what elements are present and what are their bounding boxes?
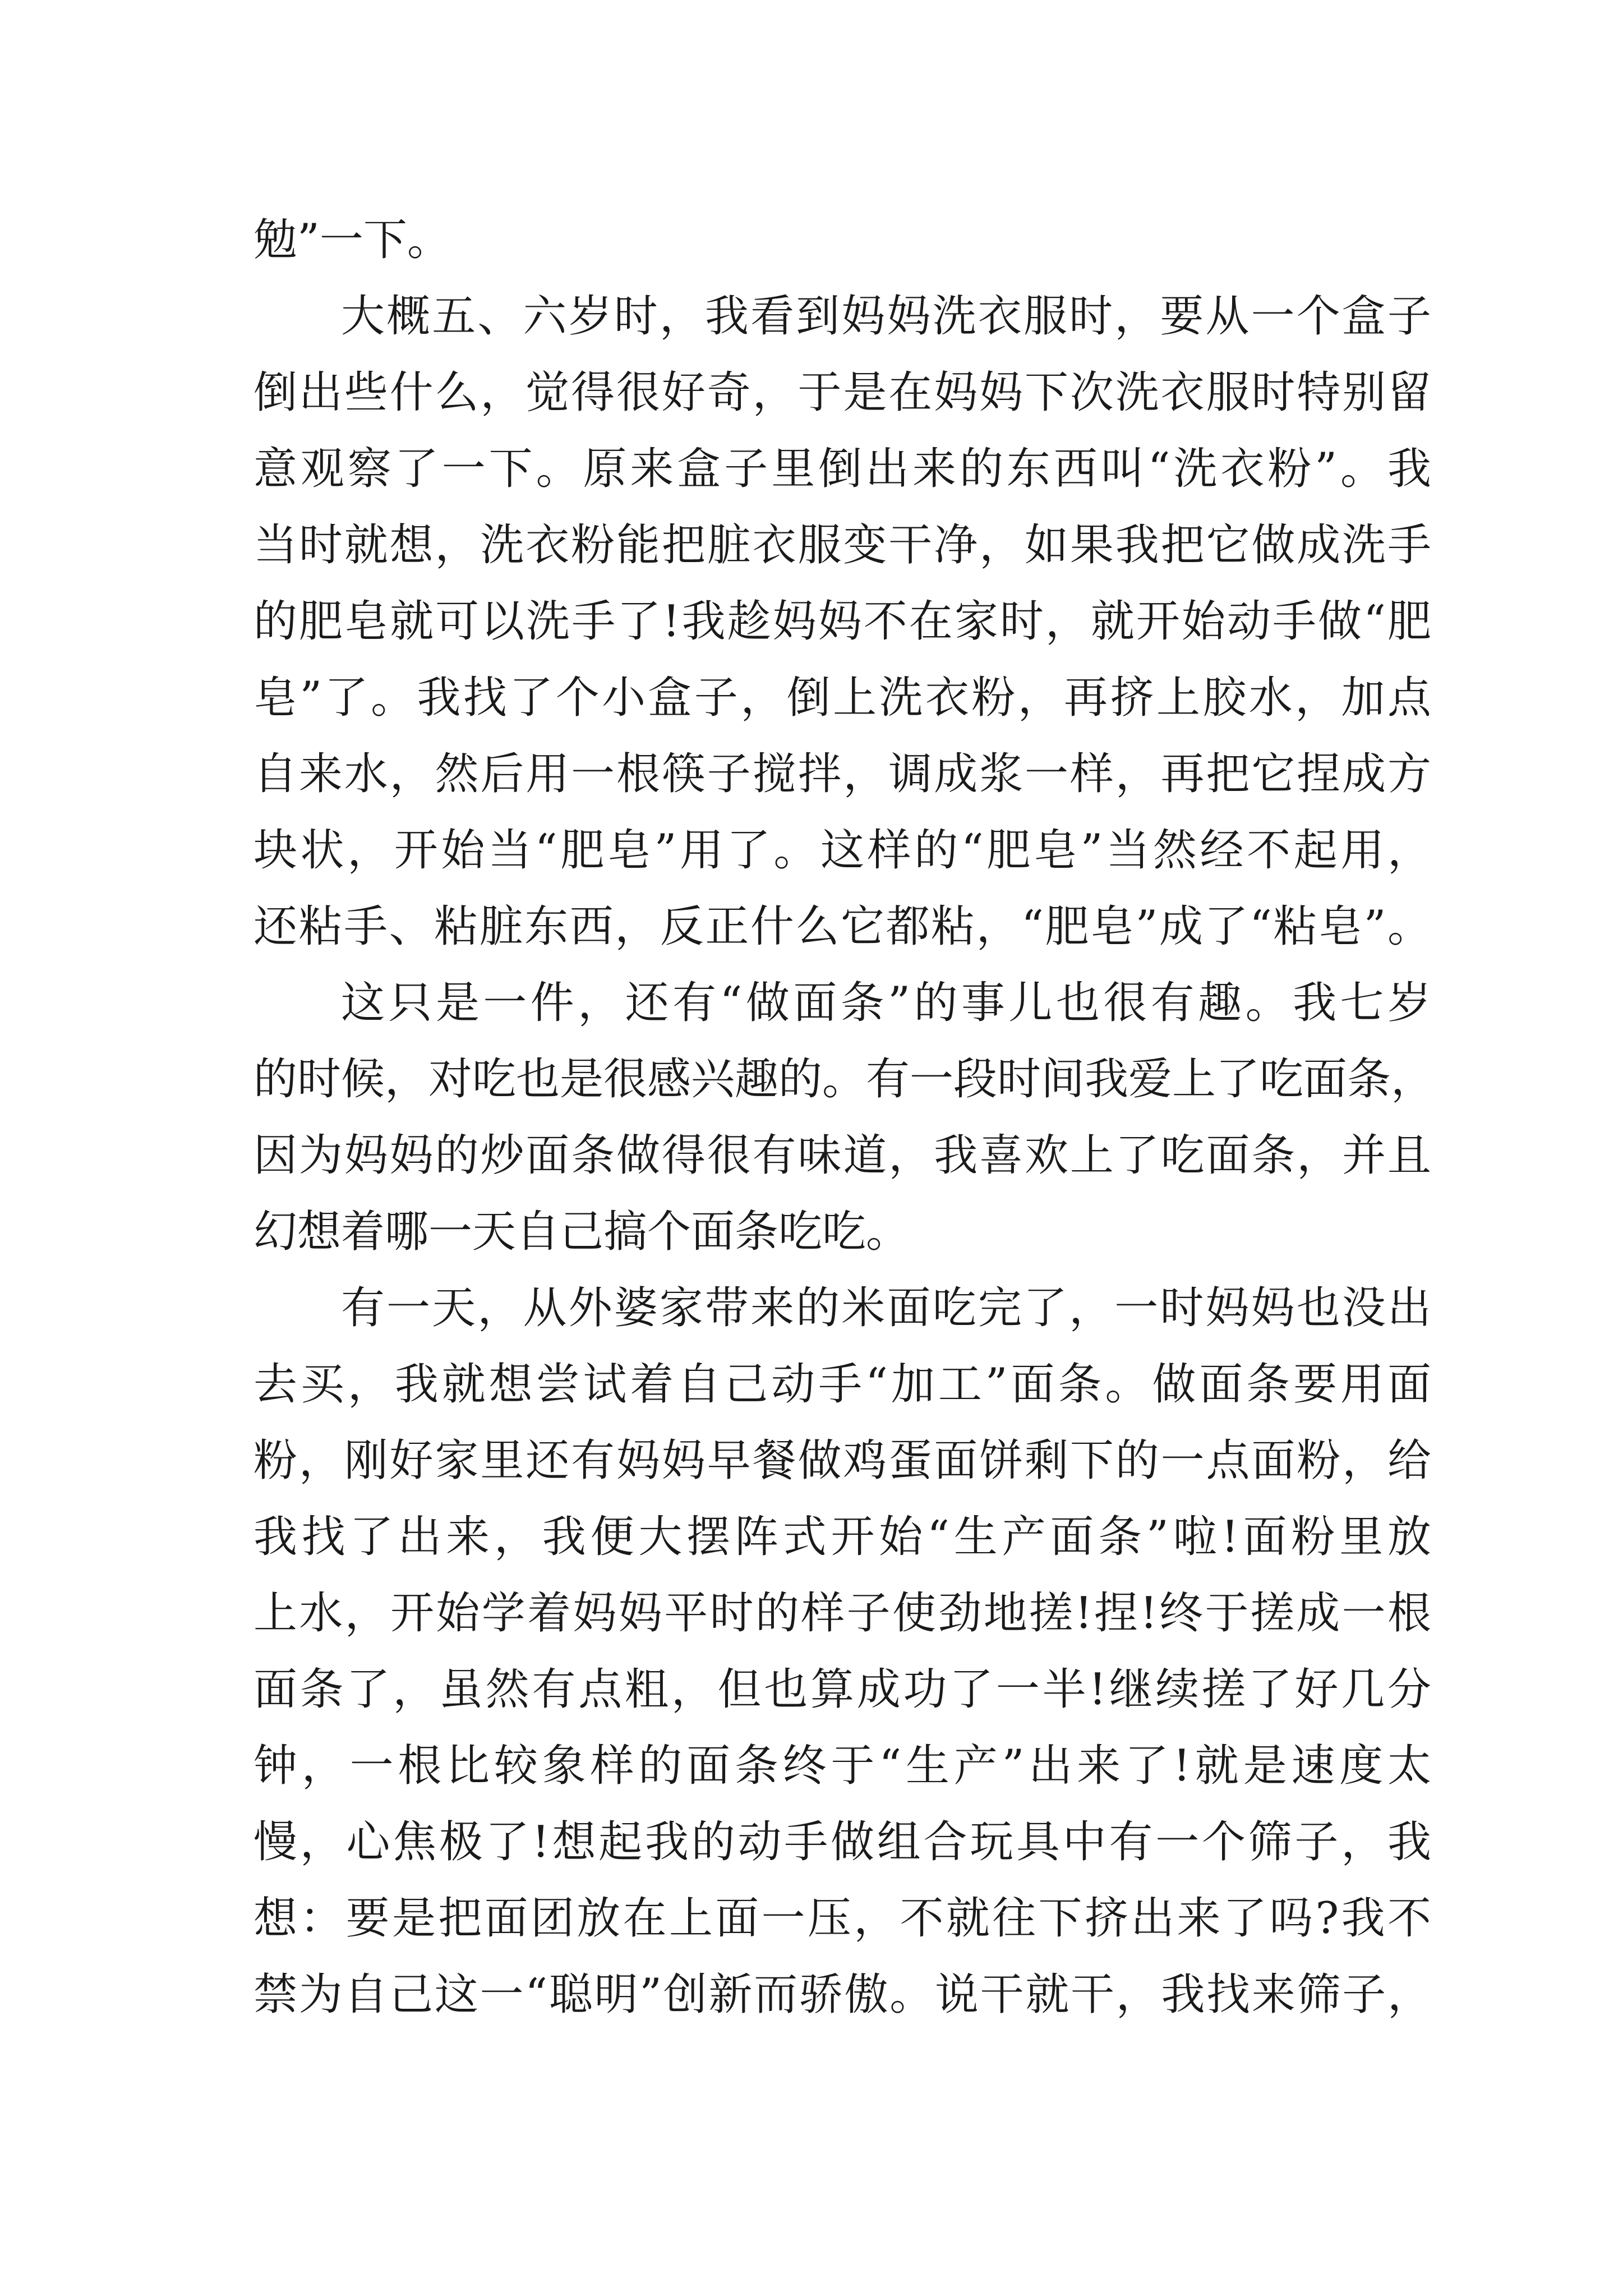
text-line: 面条了，虽然有点粗，但也算成功了一半!继续搓了好几分 — [253, 1664, 1431, 1715]
text-line: 倒出些什么，觉得很好奇，于是在妈妈下次洗衣服时特别留 — [253, 367, 1431, 418]
text-line: 幻想着哪一天自己搞个面条吃吃。 — [253, 1207, 910, 1257]
text-line: 粉，刚好家里还有妈妈早餐做鸡蛋面饼剩下的一点面粉，给 — [253, 1435, 1431, 1486]
text-line: 我找了出来，我便大摆阵式开始“生产面条”啦!面粉里放 — [253, 1512, 1431, 1562]
text-line: 去买，我就想尝试着自己动手“加工”面条。做面条要用面 — [253, 1359, 1431, 1410]
text-line: 因为妈妈的炒面条做得很有味道，我喜欢上了吃面条，并且 — [253, 1130, 1431, 1181]
text-line: 钟，一根比较象样的面条终于“生产”出来了!就是速度太 — [253, 1741, 1431, 1791]
text-line: 禁为自己这一“聪明”创新而骄傲。说干就干，我找来筛子， — [253, 1970, 1431, 2020]
text-line: 自来水，然后用一根筷子搅拌，调成浆一样，再把它捏成方 — [253, 749, 1431, 799]
body-text — [253, 202, 1435, 2033]
text-line: 还粘手、粘脏东西，反正什么它都粘，“肥皂”成了“粘皂”。 — [253, 901, 1431, 952]
text-line: 当时就想，洗衣粉能把脏衣服变干净，如果我把它做成洗手 — [253, 520, 1431, 570]
text-line: 皂”了。我找了个小盒子，倒上洗衣粉，再挤上胶水，加点 — [253, 673, 1431, 723]
text-line: 的肥皂就可以洗手了!我趁妈妈不在家时，就开始动手做“肥 — [253, 596, 1431, 647]
text-line: 意观察了一下。原来盒子里倒出来的东西叫“洗衣粉”。我 — [253, 444, 1431, 494]
text-line: 勉”一下。 — [253, 215, 451, 265]
text-line: 想：要是把面团放在上面一压，不就往下挤出来了吗?我不 — [253, 1893, 1431, 1944]
text-line: 的时候，对吃也是很感兴趣的。有一段时间我爱上了吃面条， — [253, 1054, 1435, 1105]
text-line: 块状，开始当“肥皂”用了。这样的“肥皂”当然经不起用， — [253, 825, 1431, 876]
text-line: 这只是一件，还有“做面条”的事儿也很有趣。我七岁 — [341, 978, 1431, 1028]
text-line: 上水，开始学着妈妈平时的样子使劲地搓!捏!终于搓成一根 — [253, 1588, 1431, 1639]
text-line: 大概五、六岁时，我看到妈妈洗衣服时，要从一个盒子 — [341, 291, 1431, 342]
text-line: 有一天，从外婆家带来的米面吃完了，一时妈妈也没出 — [341, 1283, 1431, 1333]
text-line: 慢，心焦极了!想起我的动手做组合玩具中有一个筛子，我 — [253, 1817, 1431, 1867]
